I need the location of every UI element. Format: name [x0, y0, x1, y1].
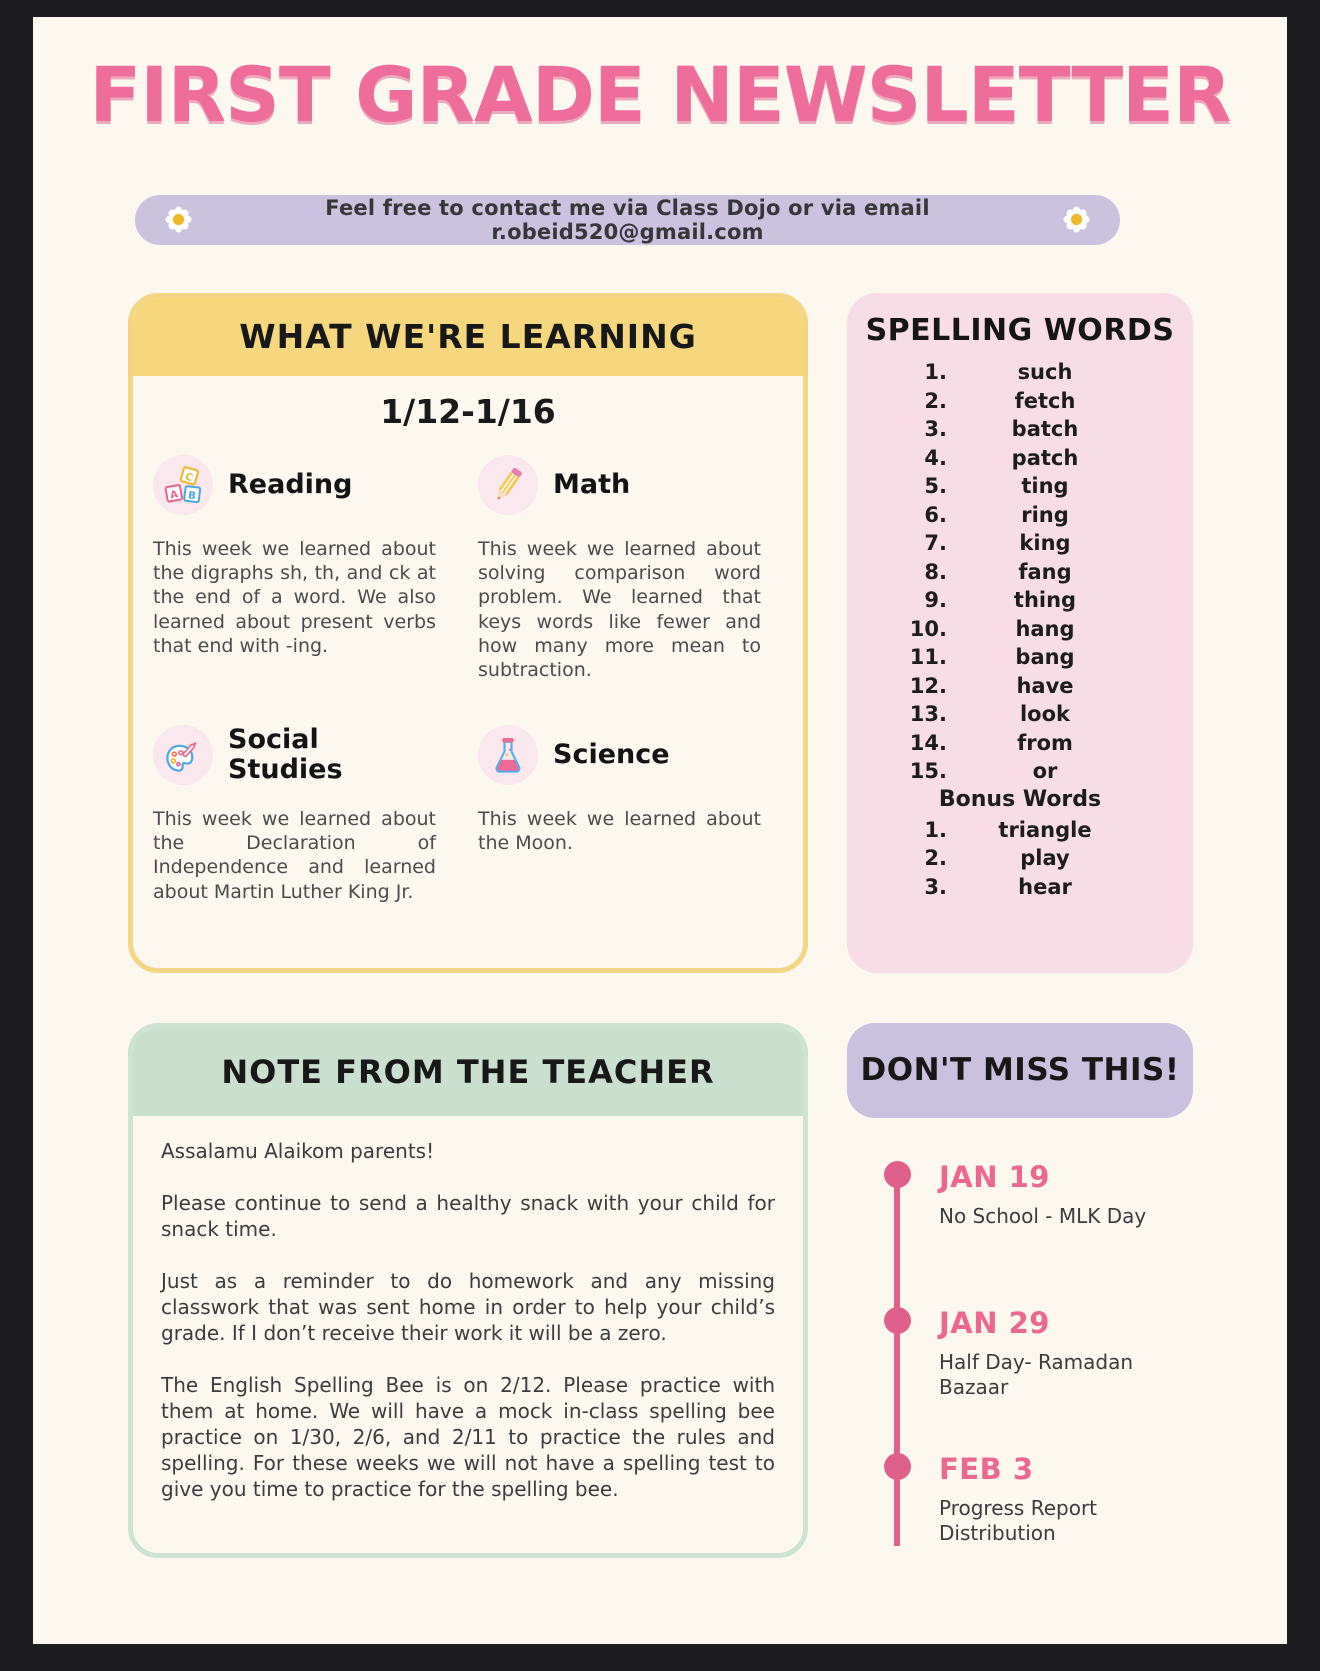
spelling-number: 3. — [924, 417, 947, 442]
spelling-number: 4. — [924, 445, 947, 470]
note-paragraph: Please continue to send a healthy snack with your child for snack time. — [161, 1190, 775, 1241]
spelling-number: 9. — [924, 588, 947, 613]
spelling-word: hang — [1015, 616, 1075, 641]
spelling-word-row — [847, 671, 1193, 700]
contact-text: Feel free to contact me via Class Dojo or via email r.obeid520@gmail.com — [325, 195, 930, 244]
section-title: Math — [553, 468, 631, 500]
spelling-word-row — [847, 443, 1193, 472]
section-text: This week we learned about the digraphs sh, th, and ck at the end of a word. We also learned about present verbs that end with -ing. — [153, 537, 436, 658]
spelling-word: look — [1019, 702, 1071, 727]
section-title: Social Studies — [228, 723, 343, 785]
bonus-word: play — [1020, 846, 1070, 871]
spelling-card-header: SPELLING WORDS — [865, 312, 1175, 348]
spelling-word: bang — [1015, 645, 1075, 670]
spelling-number: 13. — [909, 702, 947, 727]
event-date: JAN 19 — [939, 1159, 1050, 1194]
spelling-word-row — [847, 757, 1193, 786]
spelling-word-row — [847, 386, 1193, 415]
spelling-word-row — [847, 358, 1193, 387]
events-timeline — [884, 1160, 1193, 1598]
abc-blocks-icon — [153, 455, 213, 515]
section-title: Reading — [228, 468, 353, 500]
svg-text:A: A — [169, 489, 179, 502]
svg-text:C: C — [183, 471, 194, 484]
section-text: This week we learned about the Moon. — [478, 807, 761, 854]
dont-miss-this-header: DON'T MISS THIS! — [847, 1023, 1193, 1118]
spelling-word: such — [1017, 360, 1073, 385]
spelling-number: 6. — [924, 502, 947, 527]
event-description: Progress Report Distribution — [939, 1495, 1098, 1545]
spelling-word-row — [847, 614, 1193, 643]
bonus-word-row — [847, 815, 1193, 844]
section-text: This week we learned about the Declaration of Independence and learned about Martin Luther King Jr. — [153, 807, 436, 903]
spelling-word: king — [1019, 531, 1071, 556]
bonus-words-header: Bonus Words — [938, 787, 1102, 813]
spelling-word: have — [1016, 673, 1074, 698]
spelling-word-row — [847, 557, 1193, 586]
spelling-word-row — [847, 500, 1193, 529]
daisy-icon — [165, 206, 192, 233]
spelling-word: fang — [1018, 559, 1072, 584]
timeline-event — [884, 1306, 1193, 1452]
date-range: 1/12-1/16 — [380, 391, 556, 431]
spelling-number: 8. — [924, 559, 947, 584]
event-date: FEB 3 — [939, 1451, 1034, 1486]
daisy-icon — [1063, 206, 1090, 233]
note-from-teacher-card — [128, 1023, 808, 1558]
bonus-word: triangle — [998, 817, 1092, 842]
spelling-number: 11. — [909, 645, 947, 670]
event-description: No School - MLK Day — [939, 1203, 1147, 1228]
section-text: This week we learned about solving comparison word problem. We learned that keys words like fewer and how many more mean to subtraction. — [478, 537, 761, 682]
spelling-word-row — [847, 643, 1193, 672]
event-description: Half Day- Ramadan Bazaar — [939, 1349, 1134, 1399]
spelling-number: 15. — [909, 759, 947, 784]
note-paragraph: Just as a reminder to do homework and any missing classwork that was sent home in order to help your child’s grade. If I don’t receive their work it will be a zero. — [161, 1268, 775, 1345]
spelling-word: from — [1017, 730, 1073, 755]
spelling-number: 1. — [924, 360, 947, 385]
bonus-number: 1. — [924, 817, 947, 842]
spelling-number: 12. — [909, 673, 947, 698]
spelling-word: ting — [1021, 474, 1069, 499]
timeline-event — [884, 1452, 1193, 1598]
spelling-word-row — [847, 415, 1193, 444]
spelling-number: 2. — [924, 388, 947, 413]
spelling-word-row — [847, 700, 1193, 729]
spelling-word: fetch — [1014, 388, 1076, 413]
section-science — [478, 711, 761, 904]
spelling-word: batch — [1011, 417, 1079, 442]
palette-icon — [153, 725, 213, 785]
section-math — [478, 441, 761, 683]
spelling-number: 7. — [924, 531, 947, 556]
spelling-word-row — [847, 586, 1193, 615]
bonus-word-row — [847, 872, 1193, 901]
bonus-number: 3. — [924, 874, 947, 899]
spelling-word: thing — [1013, 588, 1077, 613]
what-were-learning-card — [128, 293, 808, 973]
spelling-number: 14. — [909, 730, 947, 755]
spelling-word: ring — [1021, 502, 1069, 527]
bonus-word: hear — [1018, 874, 1072, 899]
timeline-event — [884, 1160, 1193, 1306]
spelling-word-row — [847, 529, 1193, 558]
bonus-number: 2. — [924, 846, 947, 871]
event-date: JAN 29 — [939, 1305, 1050, 1340]
svg-text:B: B — [187, 490, 197, 502]
note-card-header: NOTE FROM THE TEACHER — [133, 1028, 803, 1116]
section-reading — [153, 441, 436, 683]
spelling-word-row — [847, 472, 1193, 501]
learning-card-header: WHAT WE'RE LEARNING — [133, 298, 803, 376]
spelling-word: patch — [1011, 445, 1079, 470]
section-title: Science — [553, 738, 670, 770]
page-title: FIRST GRADE NEWSLETTER — [89, 50, 1231, 139]
contact-banner — [135, 195, 1120, 245]
bonus-word-row — [847, 844, 1193, 873]
spelling-number: 5. — [924, 474, 947, 499]
flask-icon — [478, 725, 538, 785]
section-social-studies — [153, 711, 436, 904]
newsletter-page — [33, 17, 1287, 1644]
spelling-word: or — [1032, 759, 1058, 784]
pencil-icon — [478, 455, 538, 515]
note-paragraph: The English Spelling Bee is on 2/12. Please practice with them at home. We will have a mock in-class spelling bee practice on 1/30, 2/6, and 2/11 to practice the rules and spelling. For these weeks we will not have a spelling test to give you time to practice for the spelling bee. — [161, 1372, 775, 1501]
spelling-words-card — [847, 293, 1193, 973]
spelling-word-row — [847, 728, 1193, 757]
spelling-number: 10. — [909, 616, 947, 641]
note-paragraph: Assalamu Alaikom parents! — [161, 1138, 435, 1163]
